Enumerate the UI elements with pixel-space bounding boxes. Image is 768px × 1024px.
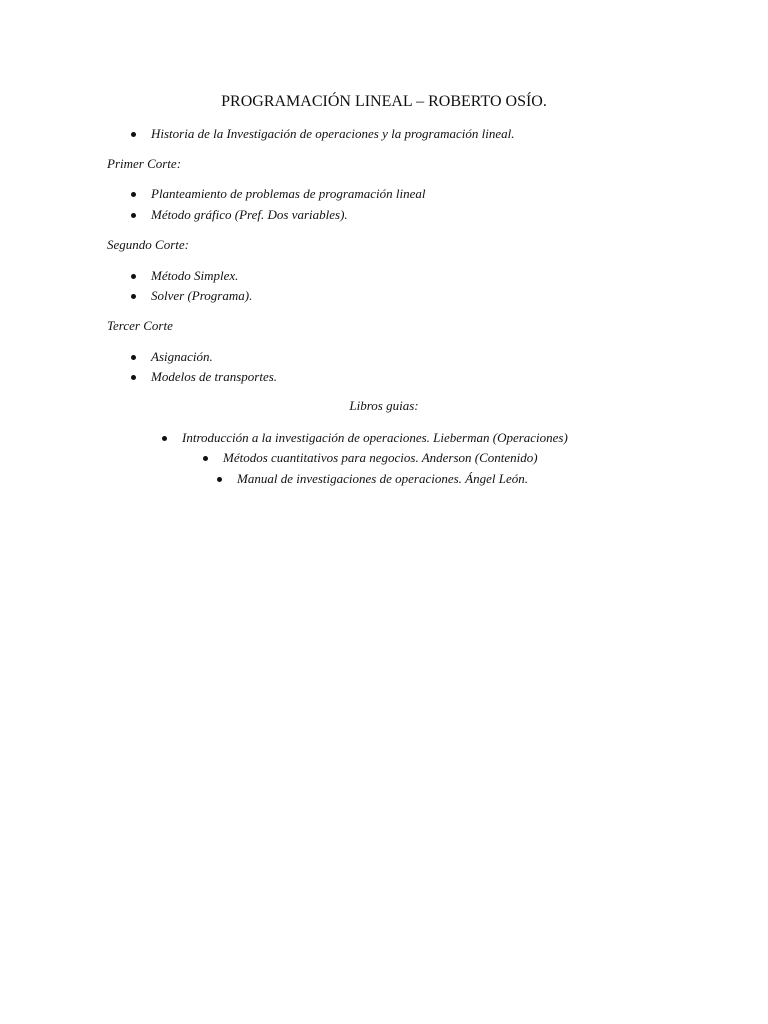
- section-heading-primer-corte: Primer Corte:: [107, 156, 182, 171]
- list-item: Planteamiento de problemas de programación lineal: [151, 186, 426, 201]
- document-title: PROGRAMACIÓN LINEAL – ROBERTO OSÍO.: [221, 93, 547, 110]
- bullet-icon: [131, 294, 136, 299]
- bullet-icon: [131, 132, 136, 137]
- bullet-icon: [131, 375, 136, 380]
- bullet-icon: [131, 274, 136, 279]
- bullet-icon: [203, 456, 208, 461]
- list-item: Método gráfico (Pref. Dos variables).: [151, 207, 348, 222]
- list-item: Solver (Programa).: [151, 288, 253, 303]
- bullet-icon: [162, 436, 167, 441]
- book-item: Manual de investigaciones de operaciones. Ángel León.: [237, 471, 528, 486]
- bullet-icon: [131, 192, 136, 197]
- book-item: Introducción a la investigación de operaciones. Lieberman (Operaciones): [182, 430, 568, 445]
- book-item: Métodos cuantitativos para negocios. Anderson (Contenido): [223, 450, 538, 465]
- intro-item: Historia de la Investigación de operaciones y la programación lineal.: [151, 126, 515, 141]
- books-heading: Libros guias:: [349, 398, 419, 413]
- bullet-icon: [217, 477, 222, 482]
- section-heading-segundo-corte: Segundo Corte:: [107, 237, 189, 252]
- section-heading-tercer-corte: Tercer Corte: [107, 318, 173, 333]
- list-item: Modelos de transportes.: [151, 369, 278, 384]
- list-item: Método Simplex.: [151, 268, 239, 283]
- bullet-icon: [131, 355, 136, 360]
- bullet-icon: [131, 213, 136, 218]
- list-item: Asignación.: [151, 349, 213, 364]
